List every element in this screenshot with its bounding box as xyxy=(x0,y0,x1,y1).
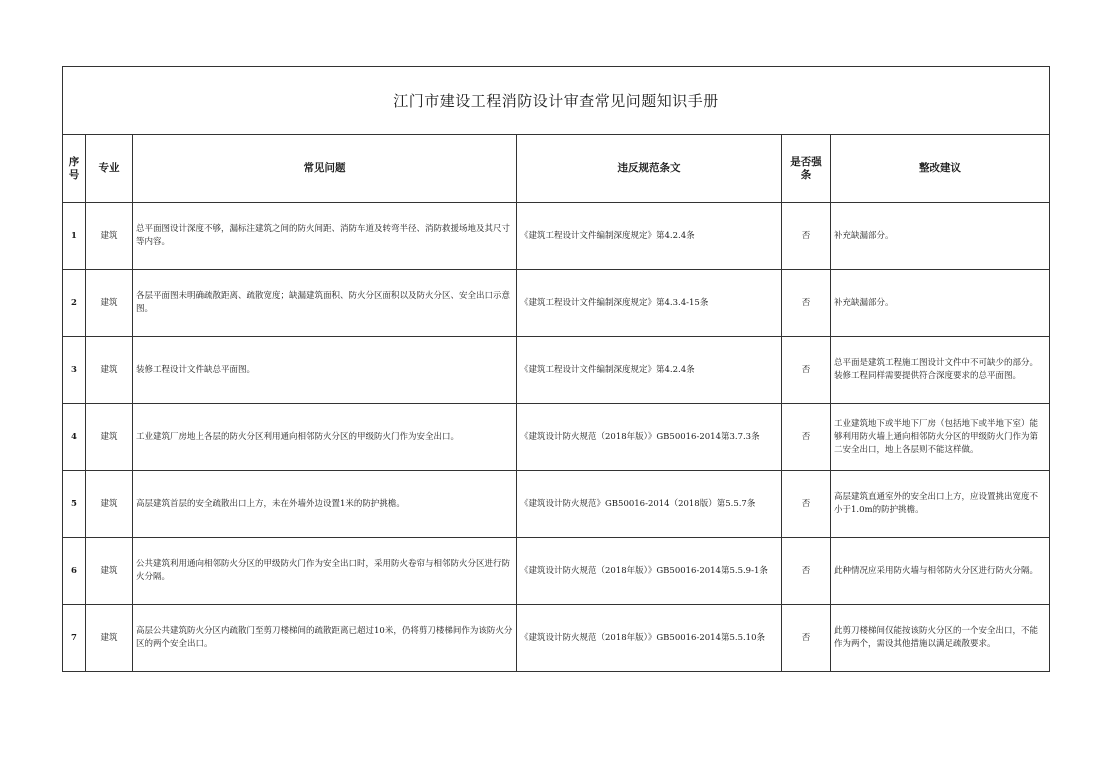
row-num: 5 xyxy=(63,471,86,538)
row-mandatory: 否 xyxy=(782,605,831,672)
row-problem: 工业建筑厂房地上各层的防火分区利用通向相邻防火分区的甲级防火门作为安全出口。 xyxy=(133,404,517,471)
row-mandatory: 否 xyxy=(782,471,831,538)
row-advice: 此种情况应采用防火墙与相邻防火分区进行防火分隔。 xyxy=(831,538,1050,605)
table-row xyxy=(63,605,1050,672)
row-num: 1 xyxy=(63,203,86,270)
row-spec: 建筑 xyxy=(86,538,133,605)
row-problem: 高层建筑首层的安全疏散出口上方，未在外墙外边设置1米的防护挑檐。 xyxy=(133,471,517,538)
table-row xyxy=(63,270,1050,337)
row-spec: 建筑 xyxy=(86,404,133,471)
row-clause: 《建筑设计防火规范》GB50016-2014（2018版）第5.5.7条 xyxy=(517,471,782,538)
header-clause: 违反规范条文 xyxy=(517,135,782,203)
row-advice: 总平面是建筑工程施工图设计文件中不可缺少的部分。装修工程同样需要提供符合深度要求的总平面图。 xyxy=(831,337,1050,404)
row-num: 7 xyxy=(63,605,86,672)
row-clause: 《建筑工程设计文件编制深度规定》第4.2.4条 xyxy=(517,337,782,404)
row-num: 4 xyxy=(63,404,86,471)
table-row xyxy=(63,471,1050,538)
row-problem: 公共建筑利用通向相邻防火分区的甲级防火门作为安全出口时，采用防火卷帘与相邻防火分区进行防火分隔。 xyxy=(133,538,517,605)
header-spec: 专业 xyxy=(86,135,133,203)
row-clause: 《建筑设计防火规范（2018年版）》GB50016-2014第5.5.10条 xyxy=(517,605,782,672)
row-clause: 《建筑设计防火规范（2018年版）》GB50016-2014第3.7.3条 xyxy=(517,404,782,471)
row-advice: 补充缺漏部分。 xyxy=(831,270,1050,337)
row-spec: 建筑 xyxy=(86,471,133,538)
row-advice: 补充缺漏部分。 xyxy=(831,203,1050,270)
row-clause: 《建筑设计防火规范（2018年版）》GB50016-2014第5.5.9-1条 xyxy=(517,538,782,605)
row-spec: 建筑 xyxy=(86,337,133,404)
table-header-row xyxy=(63,135,1050,203)
row-advice: 高层建筑直通室外的安全出口上方，应设置挑出宽度不小于1.0m的防护挑檐。 xyxy=(831,471,1050,538)
row-mandatory: 否 xyxy=(782,337,831,404)
row-mandatory: 否 xyxy=(782,270,831,337)
row-mandatory: 否 xyxy=(782,538,831,605)
handbook-sheet xyxy=(62,66,1049,672)
row-spec: 建筑 xyxy=(86,203,133,270)
header-mandatory: 是否强条 xyxy=(782,135,831,203)
row-mandatory: 否 xyxy=(782,203,831,270)
header-problem: 常见问题 xyxy=(133,135,517,203)
row-problem: 高层公共建筑防火分区内疏散门至剪刀楼梯间的疏散距离已超过10米，仍将剪刀楼梯间作为该防火分区的两个安全出口。 xyxy=(133,605,517,672)
row-spec: 建筑 xyxy=(86,605,133,672)
row-advice: 此剪刀楼梯间仅能按该防火分区的一个安全出口，不能作为两个，需设其他措施以满足疏散要求。 xyxy=(831,605,1050,672)
row-advice: 工业建筑地下或半地下厂房（包括地下或半地下室）能够利用防火墙上通向相邻防火分区的甲级防火门作为第二安全出口，地上各层则不能这样做。 xyxy=(831,404,1050,471)
row-clause: 《建筑工程设计文件编制深度规定》第4.2.4条 xyxy=(517,203,782,270)
row-mandatory: 否 xyxy=(782,404,831,471)
row-clause: 《建筑工程设计文件编制深度规定》第4.3.4-15条 xyxy=(517,270,782,337)
header-num: 序号 xyxy=(63,135,86,203)
header-advice: 整改建议 xyxy=(831,135,1050,203)
row-problem: 装修工程设计文件缺总平面图。 xyxy=(133,337,517,404)
row-spec: 建筑 xyxy=(86,270,133,337)
problems-table xyxy=(62,66,1050,672)
row-problem: 总平面图设计深度不够，漏标注建筑之间的防火间距、消防车道及转弯半径、消防救援场地及其尺寸等内容。 xyxy=(133,203,517,270)
document-title: 江门市建设工程消防设计审查常见问题知识手册 xyxy=(63,67,1050,135)
table-row xyxy=(63,404,1050,471)
row-num: 6 xyxy=(63,538,86,605)
row-num: 3 xyxy=(63,337,86,404)
table-row xyxy=(63,203,1050,270)
table-row xyxy=(63,538,1050,605)
table-row xyxy=(63,337,1050,404)
row-problem: 各层平面图未明确疏散距离、疏散宽度；缺漏建筑面积、防火分区面积以及防火分区、安全出口示意图。 xyxy=(133,270,517,337)
row-num: 2 xyxy=(63,270,86,337)
